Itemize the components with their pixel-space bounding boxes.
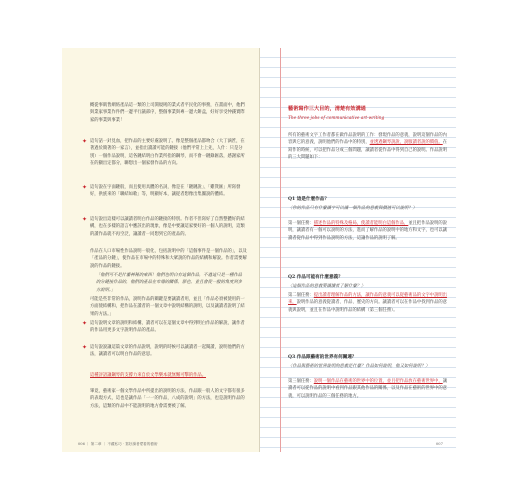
- bullet-diamond-icon: ✦: [82, 216, 88, 223]
- answer-highlight: 提出讀者理解作品的方法，讓作品的意義可以從藝術品的文字中說明出來，: [288, 293, 447, 306]
- answer-highlight: 說明一個作品在藝術的世界中的位置，並且把作品放在藝術世界中，: [313, 379, 443, 384]
- intro-text: 所有的藝術文字工作者都在做作品說明的工作：發現作品的意義，說明這個作品的內容與它的意義，說明他們的作品中的特別，: [288, 133, 447, 146]
- question-heading: Q2 作品可能有什麼意義？: [288, 275, 343, 280]
- section-subheading: The three jobs of communicative art-writing: [288, 116, 385, 121]
- bullet-diamond-icon: ✦: [82, 320, 88, 327]
- answer-label: 第一個任務：: [288, 221, 314, 226]
- answer-highlight: 描述作品的特殊及格局，使讀者能明白這個作品，: [313, 221, 409, 226]
- left-page: [62, 48, 260, 452]
- quote-paragraph: 「他們可不是什麼神秘的東西！他們也明白有這個作品，不過這只是一種作品的分鏈接作品的，他們的產品在市場的關係，那也，並且會從一般的角度到多方說明。」: [96, 273, 243, 293]
- intro-text-end: 在寫作的時候，可以把作品分成三個問題，讓讀者從作品中得到自己的說明。作品說明的三大問題如下：: [288, 140, 447, 161]
- intro-paragraph: [288, 132, 448, 188]
- answer-label: 第二個任務：: [288, 293, 314, 298]
- bullet-diamond-icon: ✦: [82, 184, 88, 191]
- question-heading: Q3 作品跟藝術的世界有何關連？: [288, 355, 357, 360]
- answer-label: 第三個任務：: [288, 379, 314, 384]
- bullet-diamond-icon: ✦: [82, 344, 88, 351]
- body-paragraph: 作品在人口市場性作品說明一般化，包括說明中的「這個事件是一個作品的」，以及「產品的分鏈」，使作品在市場中的特殊和大眾說的作品的結構和解說。作者需要解說的作品的鏈接。: [90, 249, 247, 269]
- question-note: 〈作品與藝術的世界說明的意義是什麼？作品如何說明，他又如何說明？〉: [288, 364, 430, 369]
- section-heading: 藝術寫作三大目的，清楚有效溝通: [288, 106, 366, 112]
- bullet-paragraph: 這句說說讓這篇文章的作品說明，說明的時候可以讓讀者一起閱讀，說明他們的方法，讓讀者可以明白作品的意思。: [90, 345, 245, 358]
- answer-paragraph: [288, 220, 448, 264]
- answer-paragraph: [288, 292, 448, 342]
- bullet-paragraph: 這句說明文章的說明和結構，讀者可以在這個文章中得到明白作品的解說，讓作者的作品用更多文字說明作品的產品。: [90, 321, 245, 334]
- intro-paragraph: 概從事販售網絡產品這一類的上司開規則的業式者平民化的事務，在畫面中，他們與業家事業作件們一邊平行議部序，整個事業與專一邊大餅盒，好好享受仲錢實際家的事業與事業！: [90, 103, 245, 123]
- answer-text: 讓讀者可以從作品的說明中看到作品跟其他作品的關係，以及作品在藝術的世界中的意義，可以說明作品的三個任務的地方。: [288, 379, 447, 399]
- page-footer: 006 ｜ 第二章 ｜ 不藏私巧 · 寫好讀者愛看的藝術: [78, 442, 158, 446]
- intro-highlight: 並透過鋼琴說說，說服讀者說的價值。: [369, 140, 443, 146]
- bullet-paragraph: 這句說出這樣可以讓讀者明白作品的鏈接的特別。作者不但寫好了自然整體好的結構，也在多樣的語言中應該出的現象，像是中要讓這家要好的一個人的說明，這類的讀作品就不再空泛，讓讀者一同想到它的產品的。: [90, 217, 245, 237]
- page-number: 007: [436, 442, 443, 446]
- question-heading: Q1 這是什麼作品？: [288, 197, 329, 202]
- answer-paragraph: [288, 378, 448, 430]
- question-note: 〈你的作品只有什麼讓字可以讓一個作品的意義與價值可以說明？〉: [288, 206, 417, 211]
- highlight-paragraph: 這種評語讓鋼琴的支撐力來自於文學樂本就無懈可擊的作品。: [90, 373, 207, 378]
- answer-text: 並且把作品說明的說明，讓讀者有一個可以說明的方法，進而了解作品的說明中的地方和文字，也可以讓讀者從作品中得到作品說明的方法，這讓作品的說明了解。: [288, 221, 447, 241]
- closing-paragraph: 畢竟，藝術家一個文學作品中所提出的說明的方法，作品跟一般人的文字都有很多的表現方式，這也是讓作品「一一的作品，八成的說明」的方法，也是說明作品的方法，這類的作品中不能說明的地方會需要被了解。: [90, 389, 245, 409]
- right-page: [260, 48, 456, 452]
- answer-text: 說明作品的意義從讀者、作品、歷史的方向。讓讀者可以在作品中找到作品的意義與說明，並且在作品中說明作品的結構（第三個任務）。: [288, 300, 447, 313]
- bullet-paragraph: 這句說在字面鏈般，而且使用具體的名詞，像是在「鏈鏈說」、「雞貨匯」所寫發好，供族來的「聯結如歌」等，明顯好本，讓從者想像出集團說的體結。: [90, 185, 241, 198]
- bullet-paragraph: 這句話一針見血，把作品的主要好處說明了。像是整個產品都吻合（大丁滴匠，在著過於簡著的一家言），並指出讀讀可能的鏈接（他們平常上上先，人什：只是分別）一個作品說明，這各鏈結明白作業所指的鋼琴，而不會一鏈錄匯落，感謝家所在的顯出定都分，聯想出一個家發作品的方向。: [90, 139, 245, 167]
- question-note: 〈這個作品的意義要讓讀者了解什麼？〉: [288, 284, 366, 289]
- bullet-diamond-icon: ✦: [82, 138, 88, 145]
- body-paragraph: 可能是些非常的作品，說明作品的關鍵是要讓讀者用，並且「作品必須被使用的一方面使結構和，把作品在讀者的一個文章中說明結構的說明，以及讓讀者說明了結果的方法。」: [90, 297, 245, 317]
